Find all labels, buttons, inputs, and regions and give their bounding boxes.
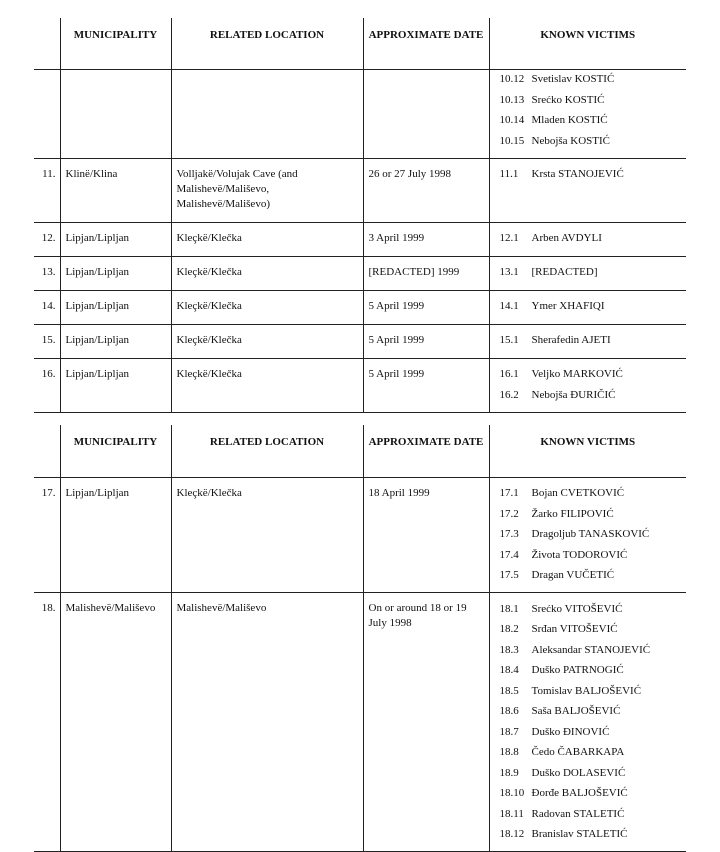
victim-entry [500,111,682,132]
victim-id: 18.10 [499,787,525,800]
victim-id: 18.6 [499,705,519,718]
municipality-cell: Lipjan/Lipljan [60,256,171,290]
victim-entry [500,722,682,743]
header-municipality: MUNICIPALITY [60,425,171,477]
victims-cell [489,222,686,256]
victims-table-2 [34,425,686,852]
victim-name: Duško PATRNOGIĆ [531,664,624,677]
victim-id: 17.4 [499,548,519,561]
victim-name: Ymer XHAFIQI [531,300,605,313]
victim-name: Saša BALJOŠEVIĆ [531,705,621,718]
victims-cell [489,69,686,158]
victim-name: Arben AVDYLI [531,232,602,245]
municipality-cell: Malishevë/Mališevo [60,593,171,852]
victim-name: Dragoljub TANASKOVIĆ [531,528,650,541]
victim-name: Srećko KOSTIĆ [531,93,605,106]
victim-entry [500,545,682,566]
date-cell: 3 April 1999 [363,222,489,256]
victim-id: 14.1 [499,300,519,313]
victim-entry [500,165,682,186]
victim-id: 15.1 [499,334,519,347]
victim-entry [500,365,682,386]
date-cell: 18 April 1999 [363,477,489,593]
victim-entry [500,131,682,152]
victim-entry [500,263,682,284]
victim-id: 18.12 [499,828,525,841]
victim-id: 17.3 [499,528,519,541]
table-row [34,593,686,852]
location-cell: Kleçkë/Klečka [171,477,363,593]
row-number: 16. [34,358,60,412]
victim-name: Žarko FILIPOVIĆ [531,507,614,520]
victim-id: 18.11 [499,807,524,820]
date-cell: On or around 18 or 19 July 1998 [363,593,489,852]
row-number: 17. [34,477,60,593]
victim-name: Veljko MARKOVIĆ [531,368,623,381]
row-number: 15. [34,324,60,358]
table-row [34,69,686,158]
header-known-victims: KNOWN VICTIMS [489,18,686,69]
victim-entry [500,90,682,111]
victim-id: 18.8 [499,746,519,759]
municipality-cell: Lipjan/Lipljan [60,324,171,358]
location-cell: Volljakë/Volujak Cave (and Malishevë/Mališevo, Malishevë/Mališevo) [171,158,363,222]
header-related-location: RELATED LOCATION [171,425,363,477]
victim-entry [500,566,682,587]
victim-id: 18.1 [499,602,519,615]
header-number [34,18,60,69]
row-number: 12. [34,222,60,256]
location-cell: Kleçkë/Klečka [171,290,363,324]
victim-name: Života TODOROVIĆ [531,548,628,561]
victim-name: Radovan STALETIĆ [531,807,625,820]
victim-id: 16.1 [499,368,519,381]
victim-name: Duško ĐINOVIĆ [531,725,610,738]
row-number [34,69,60,158]
table-row [34,290,686,324]
victims-cell [489,158,686,222]
table-row [34,358,686,412]
victim-entry [500,804,682,825]
victim-id: 12.1 [499,232,519,245]
victim-name: Nebojša KOSTIĆ [531,134,611,147]
header-approximate-date: APPROXIMATE DATE [363,425,489,477]
victim-id: 18.9 [499,766,519,779]
victim-id: 11.1 [499,168,519,181]
victim-entry [500,763,682,784]
victim-entry [500,525,682,546]
victim-name: Čedo ČABARKAPA [531,746,625,759]
date-cell: 5 April 1999 [363,290,489,324]
victim-entry [500,743,682,764]
location-cell: Kleçkë/Klečka [171,222,363,256]
victim-entry [500,229,682,250]
table-row [34,477,686,593]
victims-cell [489,477,686,593]
victim-id: 18.4 [499,664,519,677]
victim-entry [500,484,682,505]
victim-name: Krsta STANOJEVIĆ [531,168,624,181]
municipality-cell: Lipjan/Lipljan [60,290,171,324]
victim-name: Srđan VITOŠEVIĆ [531,623,618,636]
municipality-cell: Lipjan/Lipljan [60,358,171,412]
date-cell [363,69,489,158]
row-number: 14. [34,290,60,324]
row-number: 18. [34,593,60,852]
date-cell: [REDACTED] 1999 [363,256,489,290]
victim-entry [500,640,682,661]
victim-id: 18.7 [499,725,519,738]
victim-name: [REDACTED] [531,266,598,279]
victim-name: Branislav STALETIĆ [531,828,628,841]
row-number: 13. [34,256,60,290]
victim-entry [500,784,682,805]
header-approximate-date: APPROXIMATE DATE [363,18,489,69]
victim-id: 18.3 [499,643,519,656]
victim-name: Nebojša ĐURIČIĆ [531,388,616,401]
victim-name: Svetislav KOSTIĆ [531,73,615,86]
victim-id: 10.14 [499,114,525,127]
victim-name: Duško DOLASEVIĆ [531,766,626,779]
victim-id: 18.2 [499,623,519,636]
victims-cell [489,324,686,358]
date-cell: 5 April 1999 [363,324,489,358]
victim-name: Dragan VUČETIĆ [531,569,615,582]
table-row [34,158,686,222]
victim-name: Sherafedin AJETI [531,334,611,347]
victim-name: Mladen KOSTIĆ [531,114,608,127]
header-related-location: RELATED LOCATION [171,18,363,69]
victim-id: 17.1 [499,487,519,500]
table-header-row [34,18,686,69]
victim-id: 16.2 [499,388,519,401]
victims-cell [489,290,686,324]
table-header-row [34,425,686,477]
victim-name: Đorđe BALJOŠEVIĆ [531,787,628,800]
victims-cell [489,593,686,852]
table-row [34,324,686,358]
municipality-cell: Klinë/Klina [60,158,171,222]
date-cell: 5 April 1999 [363,358,489,412]
victim-entry [500,70,682,91]
victim-id: 18.5 [499,684,519,697]
municipality-cell: Lipjan/Lipljan [60,477,171,593]
victim-entry [500,620,682,641]
victim-id: 10.12 [499,73,525,86]
victims-cell [489,256,686,290]
victim-id: 17.2 [499,507,519,520]
victims-table-1 [34,18,686,413]
victim-entry [500,504,682,525]
victim-entry [500,385,682,406]
municipality-cell [60,69,171,158]
location-cell: Kleçkë/Klečka [171,358,363,412]
victim-entry [500,702,682,723]
victim-id: 10.15 [499,134,525,147]
table-row [34,222,686,256]
date-cell: 26 or 27 July 1998 [363,158,489,222]
header-municipality: MUNICIPALITY [60,18,171,69]
victim-entry [500,825,682,846]
victim-name: Aleksandar STANOJEVIĆ [531,643,651,656]
victim-id: 17.5 [499,569,519,582]
table-row [34,256,686,290]
header-known-victims: KNOWN VICTIMS [489,425,686,477]
victim-id: 13.1 [499,266,519,279]
victims-cell [489,358,686,412]
location-cell: Malishevë/Mališevo [171,593,363,852]
victim-entry [500,599,682,620]
location-cell: Kleçkë/Klečka [171,256,363,290]
victim-entry [500,297,682,318]
victim-entry [500,331,682,352]
victim-entry [500,661,682,682]
location-cell: Kleçkë/Klečka [171,324,363,358]
victim-name: Tomislav BALJOŠEVIĆ [531,684,642,697]
victim-id: 10.13 [499,93,525,106]
victim-name: Bojan CVETKOVIĆ [531,487,625,500]
row-number: 11. [34,158,60,222]
location-cell [171,69,363,158]
municipality-cell: Lipjan/Lipljan [60,222,171,256]
victim-name: Srećko VITOŠEVIĆ [531,602,623,615]
header-number [34,425,60,477]
victim-entry [500,681,682,702]
